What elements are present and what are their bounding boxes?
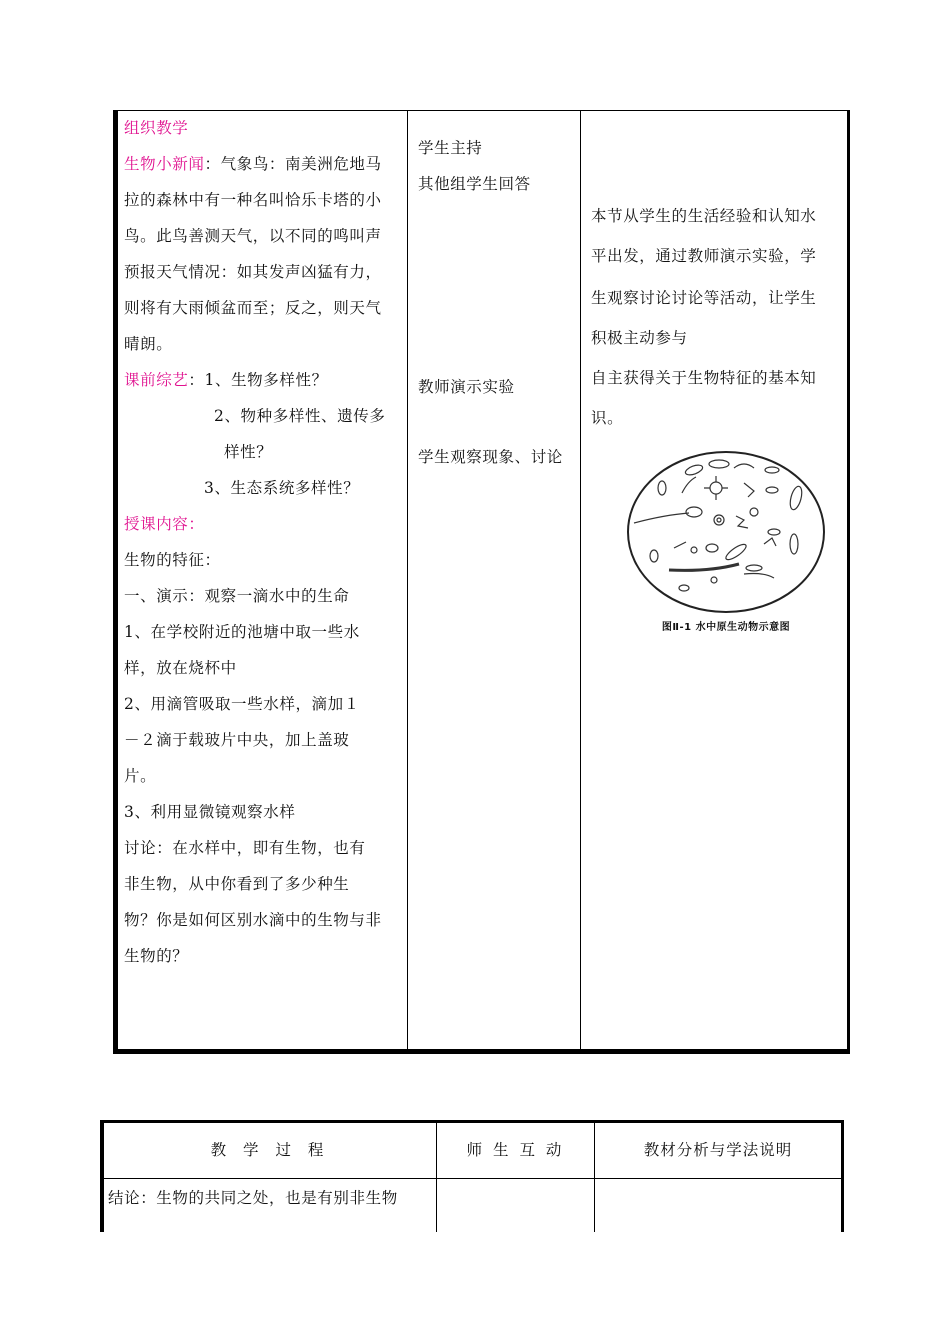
- text-line: 学生观察现象、讨论: [418, 448, 563, 466]
- text-line: 非生物，从中你看到了多少种生: [124, 875, 350, 893]
- header-analysis: 教材分析与学法说明: [643, 1141, 793, 1159]
- text-line: 讨论：在水样中，即有生物，也有: [124, 839, 366, 857]
- table-border-bottom: [113, 1049, 850, 1054]
- text-line: 鸟。此鸟善测天气，以不同的鸣叫声: [124, 227, 382, 245]
- heading-organize: 组织教学: [124, 119, 189, 137]
- text-line: 其他组学生回答: [418, 175, 531, 193]
- text-line: 3、生态系统多样性？: [204, 479, 360, 497]
- text-line: 2、用滴管吸取一些水样，滴加１: [124, 695, 360, 713]
- conclusion-text: 结论：生物的共同之处，也是有别非生物: [108, 1189, 398, 1207]
- content-label: 授课内容：: [124, 515, 205, 533]
- text-line: 自主获得关于生物特征的基本知: [591, 369, 817, 387]
- text-line: 教师演示实验: [418, 378, 515, 396]
- text-line: 本节从学生的生活经验和认知水: [591, 207, 817, 225]
- table-border-left: [113, 110, 118, 1054]
- text-line: 3、利用显微镜观察水样: [124, 803, 296, 821]
- text-line: 学生主持: [418, 139, 483, 157]
- text-line: 生观察讨论讨论等活动，让学生: [591, 289, 817, 307]
- text-line: 生物小新闻：气象鸟：南美洲危地马: [124, 155, 382, 173]
- header-interaction: 师 生 互 动: [466, 1141, 565, 1159]
- table-border-right: [841, 1120, 844, 1232]
- column-divider: [580, 110, 581, 1054]
- text-line: －２滴于载玻片中央，加上盖玻: [124, 731, 350, 749]
- text-line: 则将有大雨倾盆而至；反之，则天气: [124, 299, 382, 317]
- figure-caption: 图Ⅱ-1 水中原生动物示意图: [661, 622, 791, 633]
- text-line: 物？你是如何区别水滴中的生物与非: [124, 911, 382, 929]
- table-border-right: [847, 110, 850, 1054]
- text-line: 拉的森林中有一种名叫恰乐卡塔的小: [124, 191, 382, 209]
- text-line: 生物的特征：: [124, 551, 221, 569]
- column-divider: [407, 110, 408, 1054]
- column-divider: [436, 1120, 437, 1232]
- table-border-left: [100, 1120, 104, 1232]
- table-border-top: [100, 1120, 844, 1123]
- text-line: 样性？: [224, 443, 273, 461]
- microscope-view-illustration: [624, 448, 828, 616]
- text-line: 课前综艺：1、生物多样性？: [124, 371, 328, 389]
- header-teaching-process: 教 学 过 程: [210, 1141, 330, 1159]
- column-divider: [594, 1120, 595, 1232]
- text-line: 生物的？: [124, 947, 189, 965]
- text-line: 片。: [124, 767, 157, 785]
- news-label: 生物小新闻: [124, 155, 205, 173]
- text-line: 识。: [591, 409, 624, 427]
- text-line: 2、物种多样性、遗传多: [214, 407, 386, 425]
- text-line: 一、演示：观察一滴水中的生命: [124, 587, 350, 605]
- text-line: 晴朗。: [124, 335, 173, 353]
- protozoa-figure: [624, 448, 828, 634]
- row-divider: [100, 1178, 844, 1179]
- text-line: 积极主动参与: [591, 329, 688, 347]
- text-line: 平出发，通过教师演示实验，学: [591, 247, 817, 265]
- table-border-top: [113, 110, 850, 111]
- review-label: 课前综艺: [124, 371, 189, 389]
- text-line: 1、在学校附近的池塘中取一些水: [124, 623, 360, 641]
- text-line: 预报天气情况：如其发声凶猛有力，: [124, 263, 382, 281]
- text-line: 样，放在烧杯中: [124, 659, 237, 677]
